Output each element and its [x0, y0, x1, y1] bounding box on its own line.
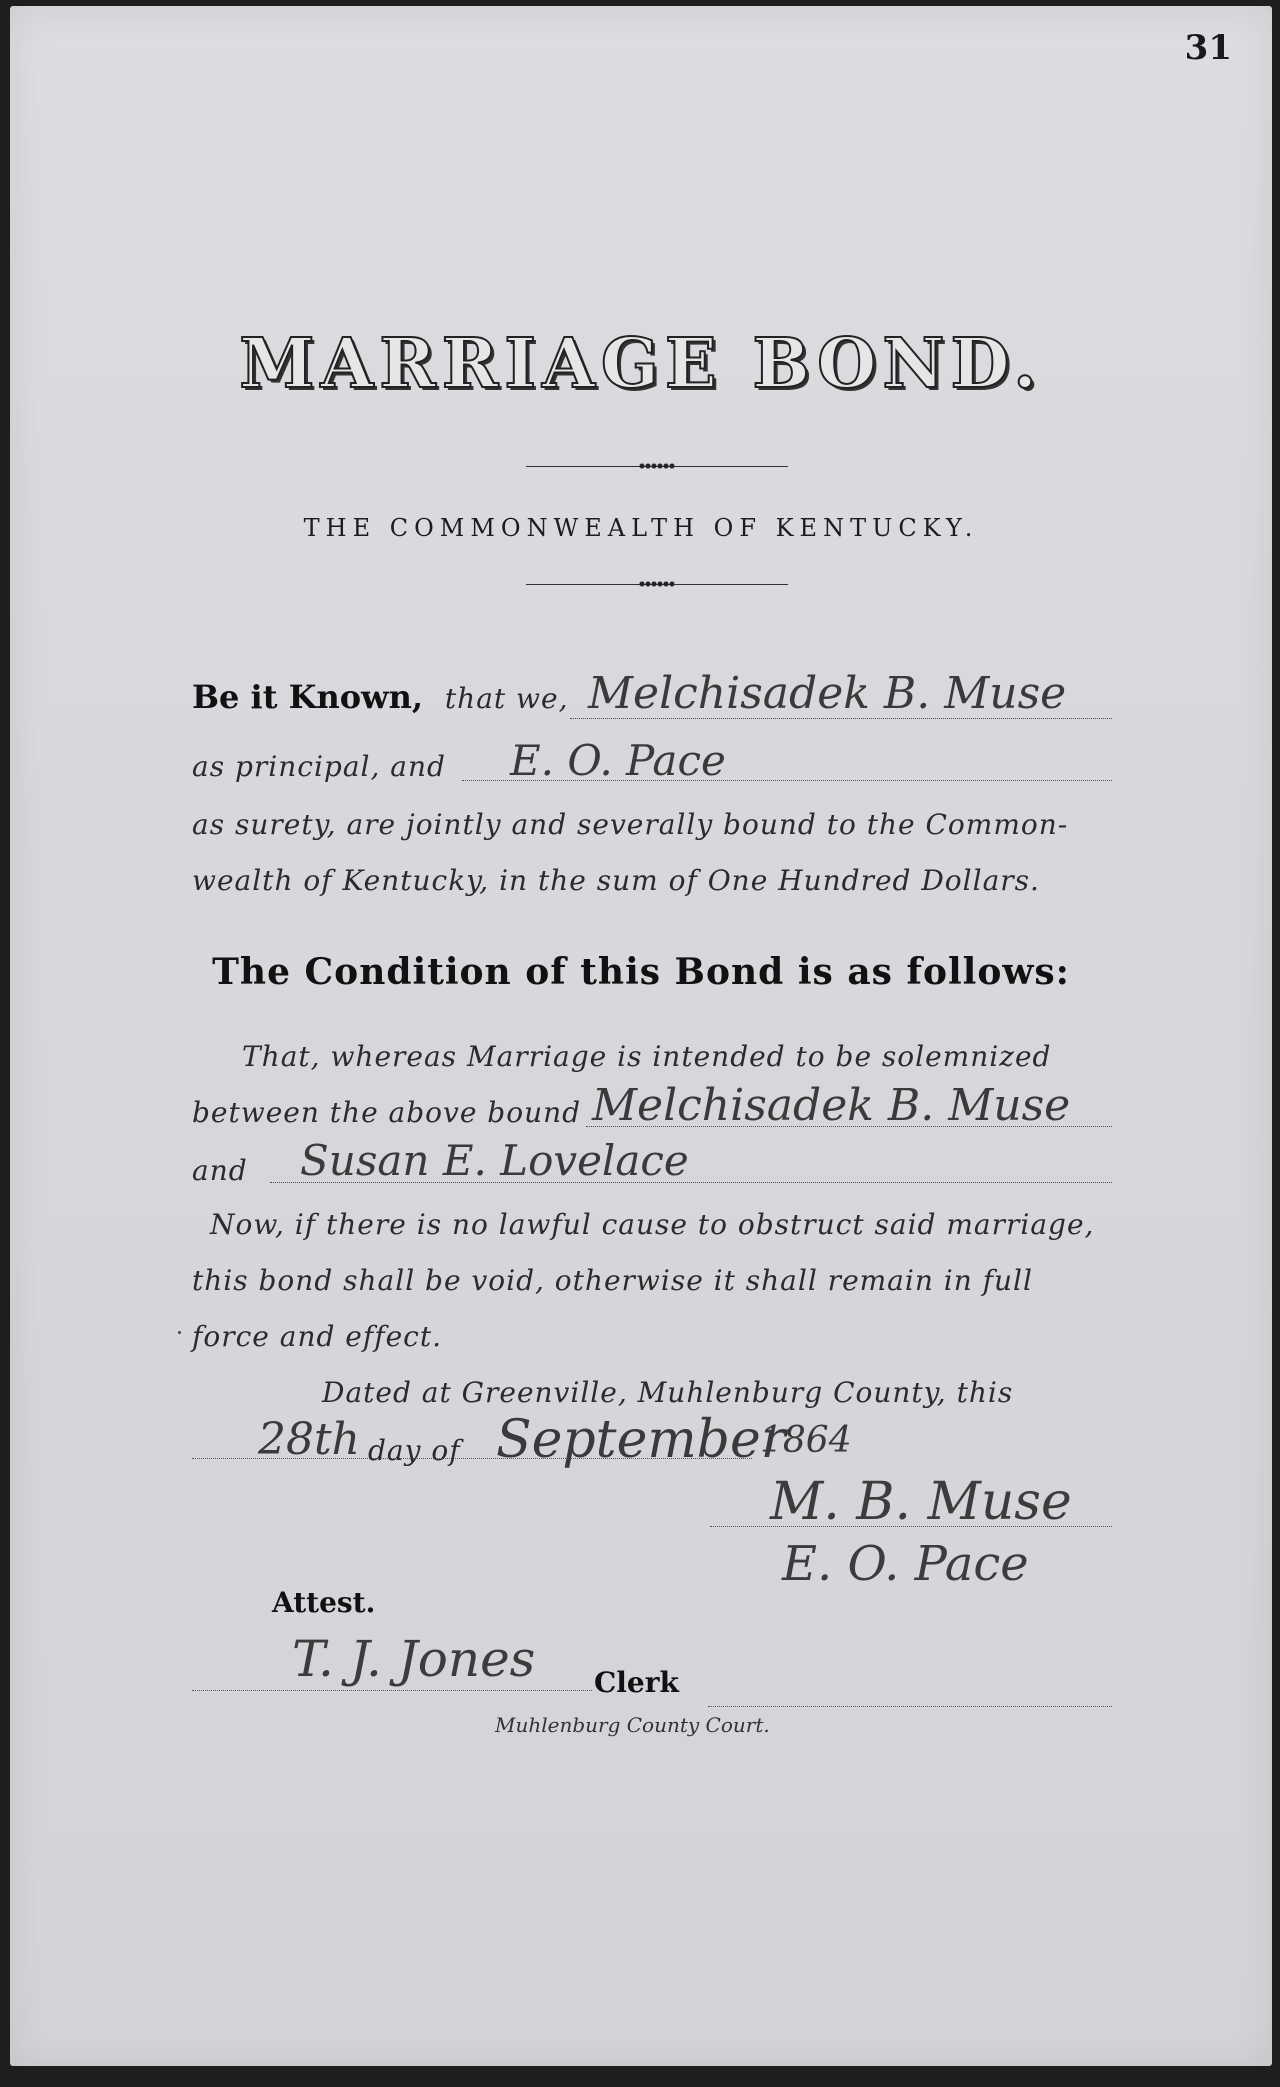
attest-label: Attest.	[272, 1586, 376, 1619]
and-text: and	[192, 1154, 248, 1187]
known-line-4: wealth of Kentucky, in the sum of One Hundred Dollars.	[192, 864, 1040, 897]
condition-line-5: this bond shall be void, otherwise it shall remain in full	[192, 1264, 1033, 1297]
condition-line-4: Now, if there is no lawful cause to obstruct said marriage,	[210, 1208, 1095, 1241]
ornamental-rule-bottom	[526, 584, 788, 585]
clerk-label: Clerk	[594, 1666, 679, 1699]
court-name: Muhlenburg County Court.	[495, 1713, 770, 1737]
document-title: MARRIAGE BOND.	[239, 324, 1043, 404]
ornament-dots	[639, 581, 675, 587]
as-principal-text: as principal, and	[192, 750, 446, 783]
margin-mark	[178, 1331, 181, 1334]
condition-heading: The Condition of this Bond is as follows:	[212, 951, 1070, 993]
ornament-dots	[639, 463, 675, 469]
known-line-3: as surety, are jointly and severally bound to the Common-	[192, 808, 1069, 841]
be-it-known-lead: Be it Known,	[192, 678, 423, 716]
clerk-signature-line	[192, 1690, 592, 1691]
commonwealth-heading: THE COMMONWEALTH OF KENTUCKY.	[303, 514, 979, 542]
surety-signature: E. O. Pace	[782, 1536, 1029, 1592]
clerk-signature: T. J. Jones	[292, 1630, 536, 1688]
principal-signature: M. B. Muse	[770, 1472, 1072, 1532]
condition-line-6: force and effect.	[192, 1320, 443, 1353]
groom-name-handwritten: Melchisadek B. Muse	[592, 1080, 1071, 1131]
that-we-text: that we,	[444, 682, 569, 715]
ornamental-rule-top	[526, 466, 788, 467]
page-number: 31	[1184, 28, 1232, 68]
between-text: between the above bound	[192, 1096, 582, 1129]
condition-line-1: That, whereas Marriage is intended to be solemnized	[242, 1040, 1052, 1073]
bride-name-handwritten: Susan E. Lovelace	[300, 1136, 689, 1185]
dated-line-1: Dated at Greenville, Muhlenburg County, this	[322, 1376, 1014, 1409]
principal-name-handwritten: Melchisadek B. Muse	[588, 668, 1067, 719]
date-month-handwritten: September	[496, 1410, 786, 1470]
document-page	[10, 6, 1272, 2066]
date-day-handwritten: 28th	[258, 1414, 361, 1465]
surety-name-handwritten: E. O. Pace	[510, 736, 726, 785]
date-year-handwritten: 1864	[760, 1420, 852, 1461]
day-of-text: day of	[368, 1434, 461, 1467]
clerk-after-line	[708, 1706, 1112, 1707]
